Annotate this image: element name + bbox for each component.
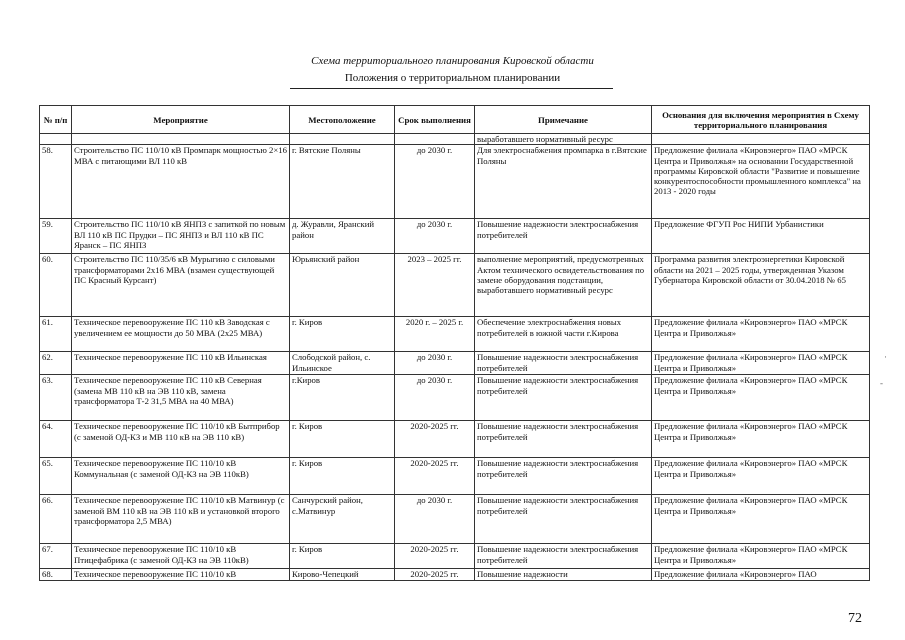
row-basis: Предложение ФГУП Рос НИПИ Урбанистики [652,219,870,254]
row-measure: Техническое перевооружение ПС 110 кВ Заводская с увеличением ее мощности до 50 МВА (2х25 МВА) [72,317,290,352]
row-basis: Предложение филиала «Кировэнерго» ПАО «МРСК Центра и Приволжья» [652,317,870,352]
row-number: 63. [40,375,72,421]
row-measure: Техническое перевооружение ПС 110 кВ Ильинская [72,352,290,375]
row-basis: Предложение филиала «Кировэнерго» ПАО «МРСК Центра и Приволжья» [652,352,870,375]
table-row [40,458,870,495]
column-header-basis: Основания для включения мероприятия в Схему территориального планирования [652,106,870,134]
row-location: г. Киров [290,317,395,352]
document-title: Схема территориального планирования Кировской области [311,55,594,67]
row-note: выполнение мероприятий, предусмотренных Актом технического освидетельствования по замене оборудования подстанции, выработавшего нормативный ресурс [475,254,652,317]
row-number: 66. [40,495,72,544]
row-number: 59. [40,219,72,254]
row-measure: Строительство ПС 110/10 кВ Промпарк мощностью 2×16 МВА с питающими ВЛ 110 кВ [72,145,290,219]
row-basis: Предложение филиала «Кировэнерго» ПАО [652,569,870,581]
column-header-location: Местоположение [290,106,395,134]
scan-artifact: · [884,352,887,362]
table-row-continuation [40,134,870,145]
row-basis: Предложение филиала «Кировэнерго» ПАО «МРСК Центра и Приволжья» [652,375,870,421]
row-deadline: до 2030 г. [395,495,475,544]
table-row [40,219,870,254]
row-deadline: 2020 г. – 2025 г. [395,317,475,352]
table-cell [652,134,870,145]
row-measure: Техническое перевооружение ПС 110/10 кВ Коммунальная (с заменой ОД-КЗ на ЭВ 110кВ) [72,458,290,495]
row-basis: Предложение филиала «Кировэнерго» ПАО «МРСК Центра и Приволжья» [652,421,870,458]
row-location: г. Киров [290,544,395,569]
row-measure: Техническое перевооружение ПС 110/10 кВ Птицефабрика (с заменой ОД-КЗ на ЭВ 110кВ) [72,544,290,569]
row-number: 65. [40,458,72,495]
row-measure: Техническое перевооружение ПС 110 кВ Северная (замена МВ 110 кВ на ЭВ 110 кВ, замена трансформатора Т-2 31,5 МВА на 40 МВА) [72,375,290,421]
column-header-measure: Мероприятие [72,106,290,134]
table-header-row [40,106,870,134]
row-note: Повышение надежности электроснабжения потребителей [475,495,652,544]
row-deadline: 2023 – 2025 гг. [395,254,475,317]
table-cell: выработавшего нормативный ресурс [475,134,652,145]
table-row [40,352,870,375]
row-location: Санчурский район, с.Матвинур [290,495,395,544]
row-location: Кирово-Чепецкий [290,569,395,581]
row-number: 64. [40,421,72,458]
table-row [40,544,870,569]
page-number: 72 [848,611,862,626]
row-location: Слободской район, с. Ильинское [290,352,395,375]
row-basis: Предложение филиала «Кировэнерго» ПАО «МРСК Центра и Приволжья» [652,495,870,544]
row-basis: Программа развития электроэнергетики Кировской области на 2021 – 2025 годы, утвержденная Указом Губернатора Кировской области от 30.04.2018 № 65 [652,254,870,317]
row-measure: Строительство ПС 110/35/6 кВ Мурыгино с силовыми трансформаторами 2х16 МВА (взамен существующей ПС Красный Курсант) [72,254,290,317]
table-row [40,317,870,352]
row-location: Юрьянский район [290,254,395,317]
row-deadline: 2020-2025 гг. [395,544,475,569]
table-row [40,421,870,458]
row-location: г. Вятские Поляны [290,145,395,219]
row-basis: Предложение филиала «Кировэнерго» ПАО «МРСК Центра и Приволжья» на основании Государственной программы Кировской области "Развитие и повышение конкурентоспособности промышленного комплекса" на 2013 - 2020 годы [652,145,870,219]
table-row [40,569,870,581]
row-note: Повышение надежности [475,569,652,581]
row-note: Повышение надежности электроснабжения потребителей [475,219,652,254]
row-basis: Предложение филиала «Кировэнерго» ПАО «МРСК Центра и Приволжья» [652,458,870,495]
table-cell [290,134,395,145]
row-location: д. Журавли, Яранский район [290,219,395,254]
row-note: Для электроснабжения промпарка в г.Вятские Поляны [475,145,652,219]
document-subtitle: Положения о территориальном планировании [344,72,561,84]
row-deadline: 2020-2025 гг. [395,569,475,581]
row-measure: Техническое перевооружение ПС 110/10 кВ Матвинур (с заменой ВМ 110 кВ на ЭВ 110 кВ и установкой второго трансформатора 2,5 МВА) [72,495,290,544]
row-measure: Техническое перевооружение ПС 110/10 кВ Бытприбор (с заменой ОД-КЗ и МВ 110 кВ на ЭВ 110 кВ) [72,421,290,458]
row-number: 58. [40,145,72,219]
column-header-number: № п/п [40,106,72,134]
column-header-note: Примечание [475,106,652,134]
row-note: Повышение надежности электроснабжения потребителей [475,352,652,375]
row-deadline: до 2030 г. [395,352,475,375]
row-measure: Техническое перевооружение ПС 110/10 кВ [72,569,290,581]
row-measure: Строительство ПС 110/10 кВ ЯНПЗ с запиткой по новым ВЛ 110 кВ ПС Прудки – ПС ЯНПЗ и ВЛ 110 кВ ПС Яранск – ПС ЯНПЗ [72,219,290,254]
header-divider [290,88,613,89]
row-note: Повышение надежности электроснабжения потребителей [475,544,652,569]
table-cell [395,134,475,145]
table-row [40,375,870,421]
row-number: 67. [40,544,72,569]
table-row [40,495,870,544]
row-basis: Предложение филиала «Кировэнерго» ПАО «МРСК Центра и Приволжья» [652,544,870,569]
row-deadline: 2020-2025 гг. [395,421,475,458]
row-note: Повышение надежности электроснабжения потребителей [475,421,652,458]
row-location: г.Киров [290,375,395,421]
table-row [40,145,870,219]
row-location: г. Киров [290,421,395,458]
row-number: 61. [40,317,72,352]
table-row [40,254,870,317]
row-note: Обеспечение электроснабжения новых потребителей в южной части г.Кирова [475,317,652,352]
table-cell [72,134,290,145]
column-header-deadline: Срок выполнения [395,106,475,134]
table-cell [40,134,72,145]
row-number: 62. [40,352,72,375]
row-deadline: до 2030 г. [395,219,475,254]
row-deadline: 2020-2025 гг. [395,458,475,495]
row-number: 60. [40,254,72,317]
scan-artifact: - [880,378,883,388]
row-note: Повышение надежности электроснабжения потребителей [475,458,652,495]
row-note: Повышение надежности электроснабжения потребителей [475,375,652,421]
row-deadline: до 2030 г. [395,145,475,219]
measures-table [39,105,870,581]
row-location: г. Киров [290,458,395,495]
row-deadline: до 2030 г. [395,375,475,421]
row-number: 68. [40,569,72,581]
